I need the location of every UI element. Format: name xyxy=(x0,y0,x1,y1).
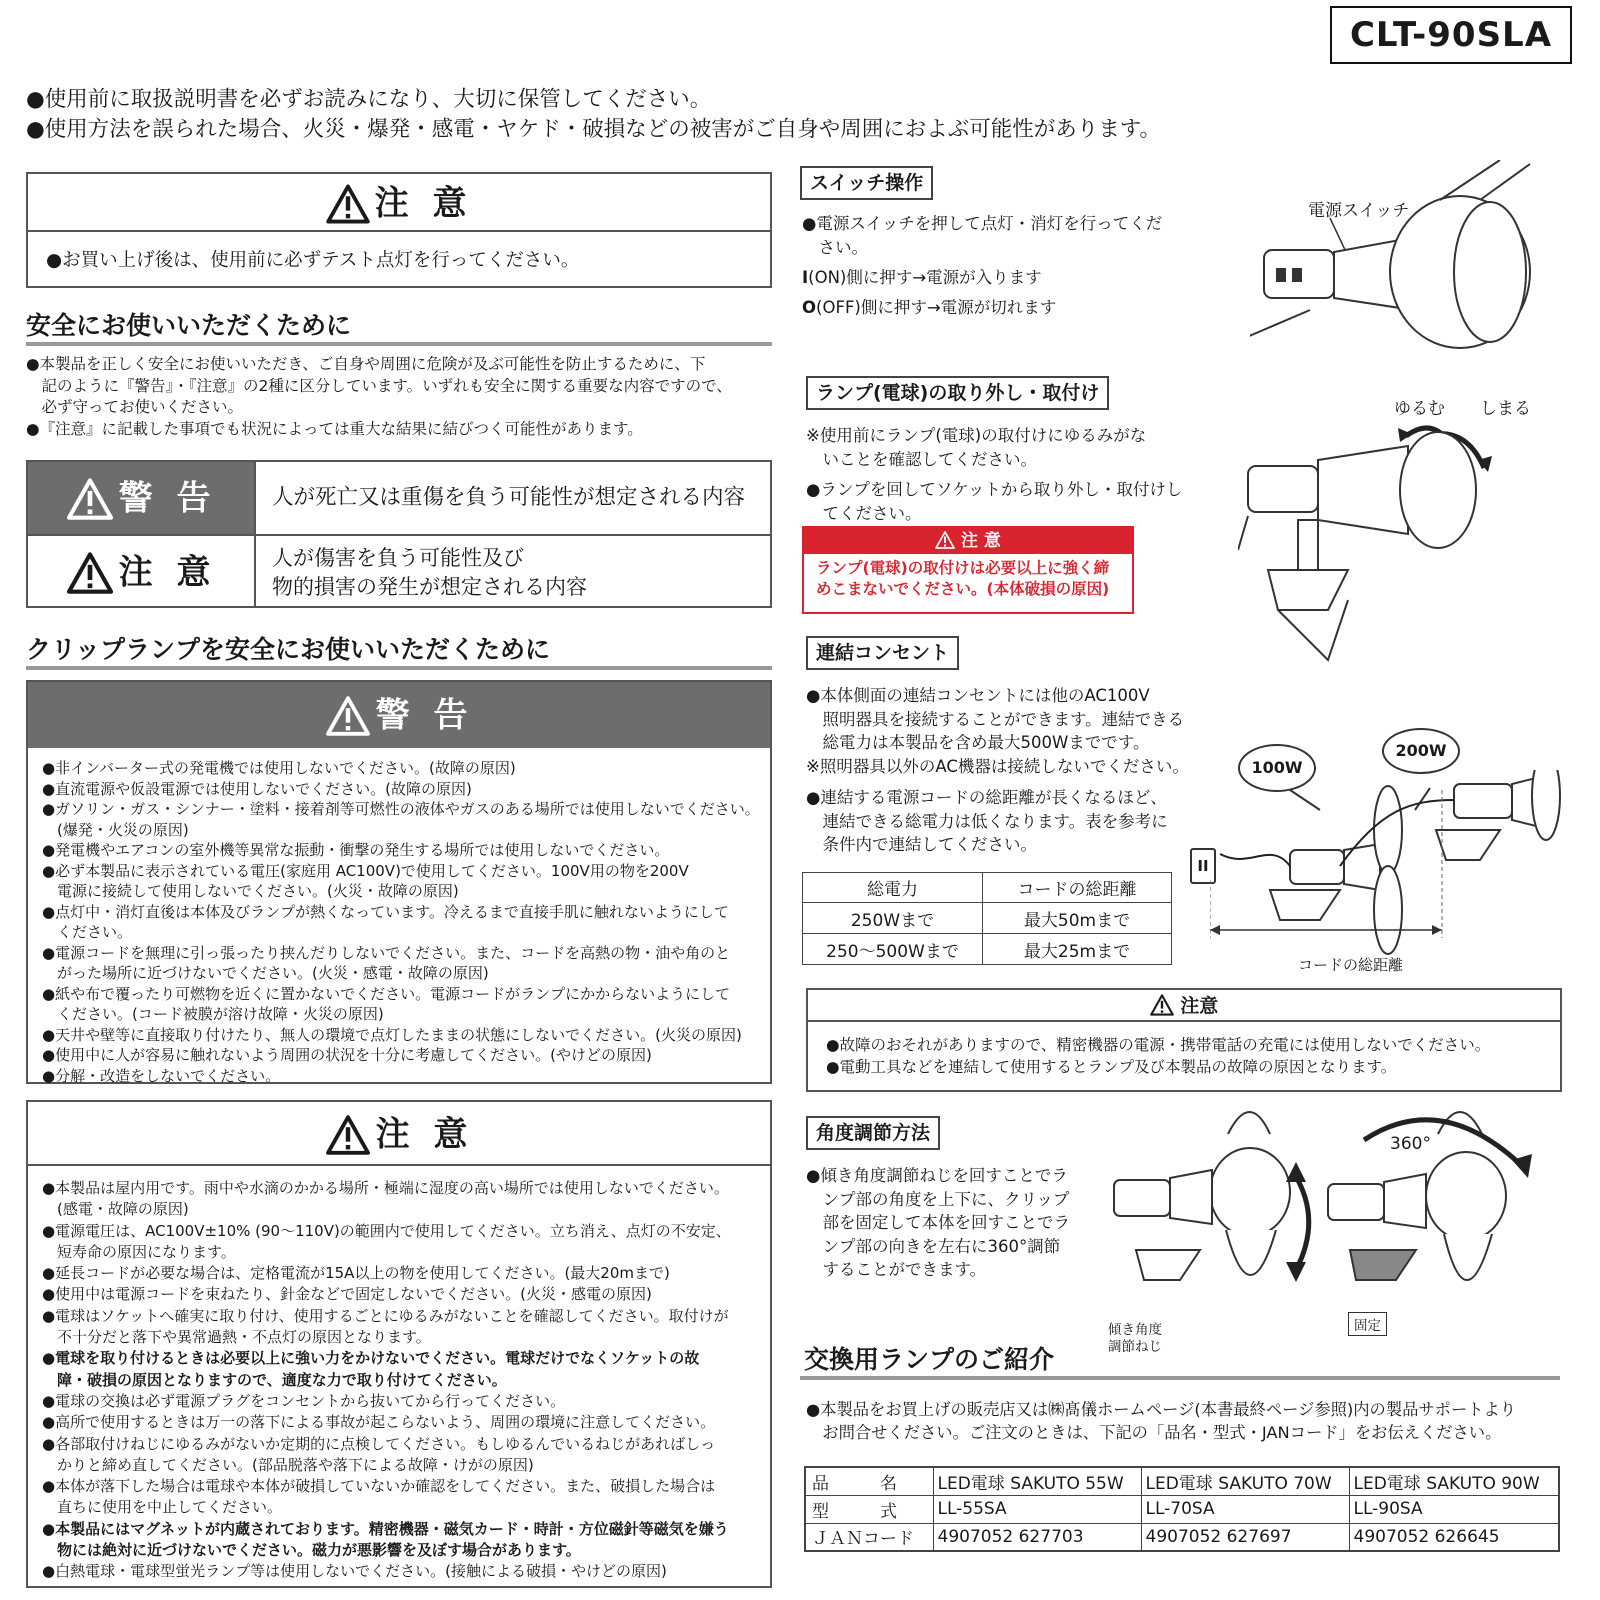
screw-label xyxy=(1108,1322,1162,1356)
replacement-heading-rule xyxy=(800,1376,1560,1380)
replacement-row-label: ＪＡＮコード xyxy=(805,1523,933,1551)
lamp-alert-header xyxy=(804,528,1132,554)
caution2-header xyxy=(808,990,1560,1022)
caution-item: 物には絶対に近づけないでください。磁力が悪影響を及ぼす場合があります。 xyxy=(42,1541,581,1560)
angle-line: することができます。 xyxy=(806,1260,987,1279)
loosen-label: ゆるむ xyxy=(1394,399,1445,419)
warning-item: がった場所に近づけないでください。(火災・感電・故障の原因) xyxy=(42,964,489,982)
warning-triangle-icon xyxy=(326,184,370,224)
linked-lamps-illustration xyxy=(1210,770,1580,970)
caution-item: 障・破損の原因となりますので、適度な力で取り付けてください。 xyxy=(42,1370,507,1389)
caution-item: ●各部取付けねじにゆるみがないか定期的に点検してください。もしゆるんでいるねじがあればしっ xyxy=(42,1434,716,1453)
warning-item: ●天井や壁等に直接取り付けたり、無人の環境で点灯したままの状態にしないでください。(火災の原因) xyxy=(42,1025,742,1044)
lamp-rotation-illustration xyxy=(1238,420,1538,680)
warning-item: ●紙や布で覆ったり可燃物を近くに置かないでください。電源コードがランプにかからないようにして xyxy=(42,984,731,1003)
outlet-table-header: 総電力 xyxy=(803,873,983,903)
legend-caution-text-2: 物的損害の発生が想定される内容 xyxy=(272,575,587,599)
outlet-tag: 連結コンセント xyxy=(806,636,959,670)
switch-text xyxy=(802,212,1162,320)
angle-line: ンプ部の角度を上下に、クリップ xyxy=(806,1189,1070,1209)
outlet-table-cell: 250～500Wまで xyxy=(803,934,983,965)
caution-item: ●電源電圧は、AC100V±10% (90～110V)の範囲内で使用してください。立ち消え、点灯の不安定、 xyxy=(42,1221,731,1240)
clip-caution-list xyxy=(28,1166,770,1583)
replacement-cell: 4907052 626645 xyxy=(1349,1523,1559,1551)
warning-item: ●ガソリン・ガス・シンナー・塗料・接着剤等可燃性の液体やガスのある場所では使用しないでください。 xyxy=(42,800,760,818)
replacement-row-label: 型 式 xyxy=(805,1495,933,1523)
warning-item: ●分解・改造をしないでください。 xyxy=(42,1066,281,1085)
angle-360-label: 360° xyxy=(1390,1134,1431,1154)
caution2-line: ●電動工具などを連結して使用するとランプ及び本製品の故障の原因となります。 xyxy=(826,1058,1397,1076)
caution-item: ●電球はソケットへ確実に取り付け、使用するごとにゆるみがないことを確認してください。取付けが xyxy=(42,1306,729,1325)
outlet-line: 条件内で連結してください。 xyxy=(806,835,1037,854)
lamp-line: ※使用前にランプ(電球)の取付けにゆるみがな xyxy=(806,426,1147,445)
angle-tag: 角度調節方法 xyxy=(806,1116,940,1150)
legend-caution-label-cell xyxy=(28,536,254,608)
lamp-alert-text xyxy=(804,554,1132,600)
warning-item: ●直流電源や仮設電源では使用しないでください。(故障の原因) xyxy=(42,779,472,798)
safety-heading-rule xyxy=(26,342,772,346)
replacement-cell: 4907052 627697 xyxy=(1141,1523,1349,1551)
legend-warning-label: 警 告 xyxy=(118,478,217,519)
lamp-alert-title: 注 意 xyxy=(961,531,1001,551)
replacement-line: ●本製品をお買上げの販売店又は㈱髙儀ホームページ(本書最終ページ参照)内の製品サポートより xyxy=(806,1400,1517,1419)
replacement-cell: LL-55SA xyxy=(933,1495,1141,1523)
on-symbol: I xyxy=(802,268,809,287)
replacement-cell: LL-90SA xyxy=(1349,1495,1559,1523)
warning-item: 電源に接続して使用しないでください。(火災・故障の原因) xyxy=(42,882,459,900)
legend-caution-label: 注 意 xyxy=(118,552,217,593)
warning-item: ●使用中に人が容易に触れないよう周囲の状況を十分に考慮してください。(やけどの原因) xyxy=(42,1046,652,1064)
angle-adjust-illustration xyxy=(1100,1100,1560,1336)
warning-triangle-icon xyxy=(935,531,955,549)
safety-line: ●『注意』に記載した事項でも状況によっては重大な結果に結びつく可能性があります。 xyxy=(26,419,643,438)
caution2-box xyxy=(806,988,1562,1092)
lamp-line: ●ランプを回してソケットから取り外し・取付けし xyxy=(806,480,1183,499)
outlet-line: ●連結する電源コードの総距離が長くなるほど、 xyxy=(806,788,1167,807)
replacement-text xyxy=(806,1398,1516,1444)
angle-lamp-left xyxy=(1114,1112,1309,1282)
caution-item: ●本製品は屋内用です。雨中や水滴のかかる場所・極端に湿度の高い場所では使用しないでください。 xyxy=(42,1179,729,1197)
top-caution-text: ●お買い上げ後は、使用前に必ずテスト点灯を行ってください。 xyxy=(46,250,580,271)
switch-tag: スイッチ操作 xyxy=(800,166,933,200)
clip-warning-header xyxy=(28,682,770,748)
switch-illus-label: 電源スイッチ xyxy=(1308,201,1410,221)
plug-icon: II xyxy=(1190,848,1216,884)
clip-heading: クリップランプを安全にお使いいただくために xyxy=(26,635,551,664)
top-caution-title: 注 意 xyxy=(374,183,473,224)
caution-item: ●本製品にはマグネットが内蔵されております。精密機器・磁気カード・時計・方位磁針等磁気を嫌う xyxy=(42,1519,729,1538)
lamp-alert-box xyxy=(802,526,1134,614)
lamp-line: いことを確認してください。 xyxy=(806,450,1037,469)
caution-item: (感電・故障の原因) xyxy=(42,1200,189,1219)
caution-item: 不十分だと落下や異常過熱・不点灯の原因となります。 xyxy=(42,1328,431,1347)
safety-heading: 安全にお使いいただくために xyxy=(26,311,352,340)
lamp-line: てください。 xyxy=(806,504,922,523)
outlet-table-header: コードの総距離 xyxy=(983,873,1172,903)
warning-triangle-icon xyxy=(66,478,114,520)
angle-line: ●傾き角度調節ねじを回すことでラ xyxy=(806,1166,1068,1185)
screw-label-2: 調節ねじ xyxy=(1108,1339,1162,1355)
caution-item: ●高所で使用するときは万一の落下による事故が起こらないよう、周囲の環境に注意してください。 xyxy=(42,1413,716,1432)
angle-line: ンプ部の向きを左右に360°調節 xyxy=(806,1236,1061,1256)
switch-on-text: (ON)側に押す→電源が入ります xyxy=(808,268,1042,287)
outlet-line: 連結できる総電力は低くなります。表を参考に xyxy=(806,811,1168,831)
outlet-text xyxy=(806,684,1189,778)
replacement-row-label: 品 名 xyxy=(805,1467,933,1495)
clip-warning-box xyxy=(26,680,772,1084)
clip-heading-rule xyxy=(26,666,772,670)
replacement-cell: LED電球 SAKUTO 70W xyxy=(1141,1467,1349,1495)
caution-item: ●本体が落下した場合は電球や本体が破損していないか確認をしてください。また、破損した場合は xyxy=(42,1477,716,1496)
hazard-legend xyxy=(26,460,772,608)
caution2-text xyxy=(808,1022,1560,1078)
safety-line: 必ず守ってお使いください。 xyxy=(26,398,244,416)
bubble-200w: 200W xyxy=(1382,728,1460,774)
warning-triangle-icon xyxy=(325,696,371,736)
warning-item: ください。(コード被膜が溶け故障・火災の原因) xyxy=(42,1005,384,1023)
caution-item: かりと締め直してください。(部品脱落や落下による故障・けがの原因) xyxy=(42,1455,534,1474)
caution-item: ●白熱電球・電球型蛍光ランプ等は使用しないでください。(接触による破損・やけどの原因) xyxy=(42,1562,667,1581)
safety-intro xyxy=(26,354,772,440)
caution-item: ●電球を取り付けるときは必要以上に強い力をかけないでください。電球だけでなくソケットの故 xyxy=(42,1349,700,1368)
outlet-line: ●本体側面の連結コンセントには他のAC100V xyxy=(806,686,1150,705)
lamp-text xyxy=(806,424,1182,526)
safety-line: 記のように『警告』・『注意』の2種に区分しています。いずれも安全に関する重要な内容ですので、 xyxy=(26,376,732,395)
warning-triangle-icon xyxy=(325,1115,371,1155)
safety-line: ●本製品を正しく安全にお使いいただき、ご自身や周囲に危険が及ぶ可能性を防止するために、下 xyxy=(26,355,706,373)
outlet-line: ※照明器具以外のAC機器は接続しないでください。 xyxy=(806,756,1189,776)
warning-triangle-icon xyxy=(1150,994,1174,1016)
fixed-label: 固定 xyxy=(1348,1312,1387,1336)
caution-item: ●延長コードが必要な場合は、定格電流が15A以上の物を使用してください。(最大20mまで) xyxy=(42,1264,670,1283)
caution2-title: 注意 xyxy=(1180,995,1219,1017)
clip-caution-title: 注 意 xyxy=(375,1114,474,1155)
legend-caution-text xyxy=(254,536,770,608)
lamp-alert-line: ランプ(電球)の取付けは必要以上に強く締 xyxy=(816,559,1110,577)
replacement-cell: 4907052 627703 xyxy=(933,1523,1141,1551)
clip-caution-box xyxy=(26,1100,772,1588)
clip-warning-list xyxy=(28,748,770,1086)
legend-caution-text-1: 人が傷害を負う可能性及び xyxy=(272,546,524,570)
clip-caution-header xyxy=(28,1102,770,1166)
warning-item: ●発電機やエアコンの室外機等異常な振動・衝撃の発生する場所では使用しないでください。 xyxy=(42,841,670,859)
replacement-cell: LED電球 SAKUTO 55W xyxy=(933,1467,1141,1495)
replacement-heading: 交換用ランプのご紹介 xyxy=(804,1345,1055,1374)
caution-item: ●使用中は電源コードを束ねたり、針金などで固定しないでください。(火災・感電の原因) xyxy=(42,1285,652,1304)
lamp-tag: ランプ(電球)の取り外し・取付け xyxy=(806,376,1109,410)
replacement-cell: LL-70SA xyxy=(1141,1495,1349,1523)
model-number: CLT-90SLA xyxy=(1330,6,1572,64)
warning-item: ●点灯中・消灯直後は本体及びランプが熱くなっています。冷えるまで直接手肌に触れないようにして xyxy=(42,902,729,921)
warning-item: ●非インバーター式の発電機では使用しないでください。(故障の原因) xyxy=(42,759,516,777)
off-symbol: O xyxy=(802,298,817,317)
warning-item: ●必ず本製品に表示されている電圧(家庭用 AC100V)で使用してください。100V用の物を200V xyxy=(42,861,689,880)
intro-line-1: ●使用前に取扱説明書を必ずお読みになり、大切に保管してください。 xyxy=(26,87,712,112)
replacement-table xyxy=(804,1466,1560,1552)
screw-label-1: 傾き角度 xyxy=(1108,1322,1162,1338)
clip-warning-title: 警 告 xyxy=(375,695,474,736)
switch-off-text: (OFF)側に押す→電源が切れます xyxy=(816,298,1057,317)
warning-item: (爆発・火災の原因) xyxy=(42,820,189,839)
switch-line-1: ●電源スイッチを押して点灯・消灯を行ってくだ xyxy=(802,214,1163,233)
switch-lamp-illustration xyxy=(1250,160,1550,350)
outlet-text-2 xyxy=(806,786,1168,857)
outlet-line: 照明器具を接続することができます。連結できる xyxy=(806,709,1185,729)
replacement-cell: LED電球 SAKUTO 90W xyxy=(1349,1467,1559,1495)
outlet-line: 総電力は本製品を含め最大500Wまでです。 xyxy=(806,733,1150,752)
legend-warning-text: 人が死亡又は重傷を負う可能性が想定される内容 xyxy=(254,462,770,534)
bubble-100w: 100W xyxy=(1238,744,1316,792)
angle-line: 部を固定して本体を回すことでラ xyxy=(806,1213,1070,1232)
warning-triangle-icon xyxy=(66,552,114,594)
outlet-table-cell: 最大50mまで xyxy=(983,903,1172,934)
outlet-table-cell: 250Wまで xyxy=(803,903,983,934)
cord-distance-label: コードの総距離 xyxy=(1298,956,1404,974)
outlet-table-cell: 最大25mまで xyxy=(983,934,1172,965)
lamp-alert-line: めこまないでください。(本体破損の原因) xyxy=(816,580,1110,598)
caution-item: 直ちに使用を中止してください。 xyxy=(42,1498,283,1517)
angle-text xyxy=(806,1164,1070,1282)
top-caution-box xyxy=(26,172,772,288)
outlet-power-table xyxy=(802,872,1172,965)
caution-item: ●電球の交換は必ず電源プラグをコンセントから抜いてから行ってください。 xyxy=(42,1391,566,1410)
legend-warning-label-cell xyxy=(28,462,254,534)
warning-item: ●電源コードを無理に引っ張ったり挟んだりしないでください。また、コードを高熱の物・油や角のと xyxy=(42,943,731,962)
switch-line-2: さい。 xyxy=(802,238,868,257)
tighten-label: しまる xyxy=(1480,399,1531,419)
warning-item: ください。 xyxy=(42,923,133,941)
intro-line-2: ●使用方法を誤られた場合、火災・爆発・感電・ヤケド・破損などの被害がご自身や周囲におよぶ可能性があります。 xyxy=(26,117,1162,142)
replacement-line: お問合せください。ご注文のときは、下記の「品名・型式・JANコード」をお伝えください。 xyxy=(806,1423,1502,1442)
caution2-line: ●故障のおそれがありますので、精密機器の電源・携帯電話の充電には使用しないでください。 xyxy=(826,1036,1491,1054)
caution-item: 短寿命の原因になります。 xyxy=(42,1242,236,1261)
